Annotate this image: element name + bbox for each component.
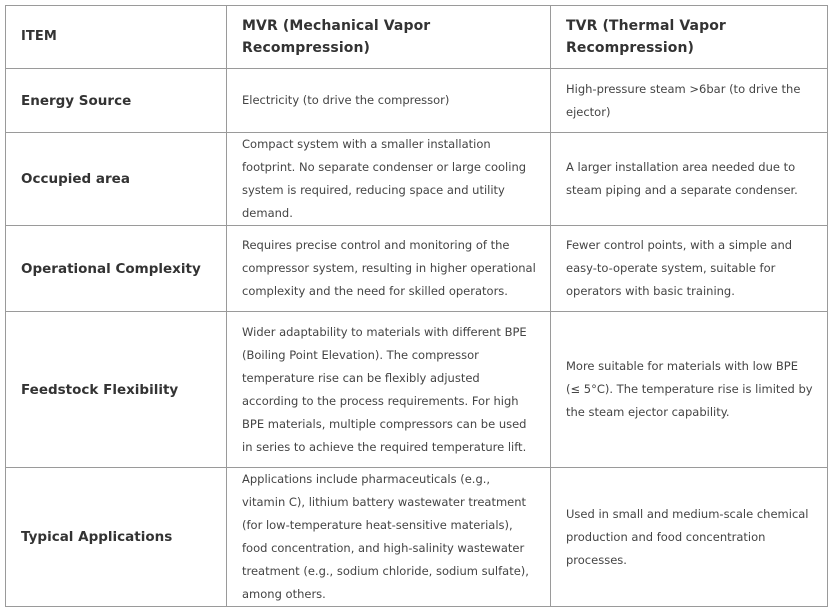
table-row <box>6 312 828 468</box>
header-item: ITEM <box>6 6 227 69</box>
cell-mvr-energy-source: Electricity (to drive the compressor) <box>227 69 551 133</box>
row-label-operational-complexity: Operational Complexity <box>6 226 227 312</box>
comparison-table <box>5 5 828 607</box>
table-row <box>6 133 828 226</box>
cell-tvr-typical-applications: Used in small and medium-scale chemical production and food concentration processes. <box>551 468 828 607</box>
table-row <box>6 69 828 133</box>
header-tvr: TVR (Thermal Vapor Recompression) <box>551 6 828 69</box>
cell-tvr-operational-complexity: Fewer control points, with a simple and easy-to-operate system, suitable for operators with basic training. <box>551 226 828 312</box>
cell-tvr-feedstock-flexibility: More suitable for materials with low BPE (≤ 5°C). The temperature rise is limited by the steam ejector capability. <box>551 312 828 468</box>
table-header-row <box>6 6 828 69</box>
row-label-feedstock-flexibility: Feedstock Flexibility <box>6 312 227 468</box>
row-label-energy-source: Energy Source <box>6 69 227 133</box>
row-label-typical-applications: Typical Applications <box>6 468 227 607</box>
row-label-occupied-area: Occupied area <box>6 133 227 226</box>
cell-tvr-occupied-area: A larger installation area needed due to steam piping and a separate condenser. <box>551 133 828 226</box>
cell-mvr-typical-applications: Applications include pharmaceuticals (e.g., vitamin C), lithium battery wastewater treatment (for low-temperature heat-sensitive materials), food concentration, and high-salinity wastewater treatment (e.g., sodium chloride, sodium sulfate), among others. <box>227 468 551 607</box>
table-row <box>6 226 828 312</box>
table-row <box>6 468 828 607</box>
header-mvr: MVR (Mechanical Vapor Recompression) <box>227 6 551 69</box>
cell-tvr-energy-source: High-pressure steam >6bar (to drive the ejector) <box>551 69 828 133</box>
cell-mvr-feedstock-flexibility: Wider adaptability to materials with different BPE (Boiling Point Elevation). The compressor temperature rise can be flexibly adjusted according to the process requirements. For high BPE materials, multiple compressors can be used in series to achieve the required temperature lift. <box>227 312 551 468</box>
cell-mvr-occupied-area: Compact system with a smaller installation footprint. No separate condenser or large cooling system is required, reducing space and utility demand. <box>227 133 551 226</box>
cell-mvr-operational-complexity: Requires precise control and monitoring of the compressor system, resulting in higher operational complexity and the need for skilled operators. <box>227 226 551 312</box>
